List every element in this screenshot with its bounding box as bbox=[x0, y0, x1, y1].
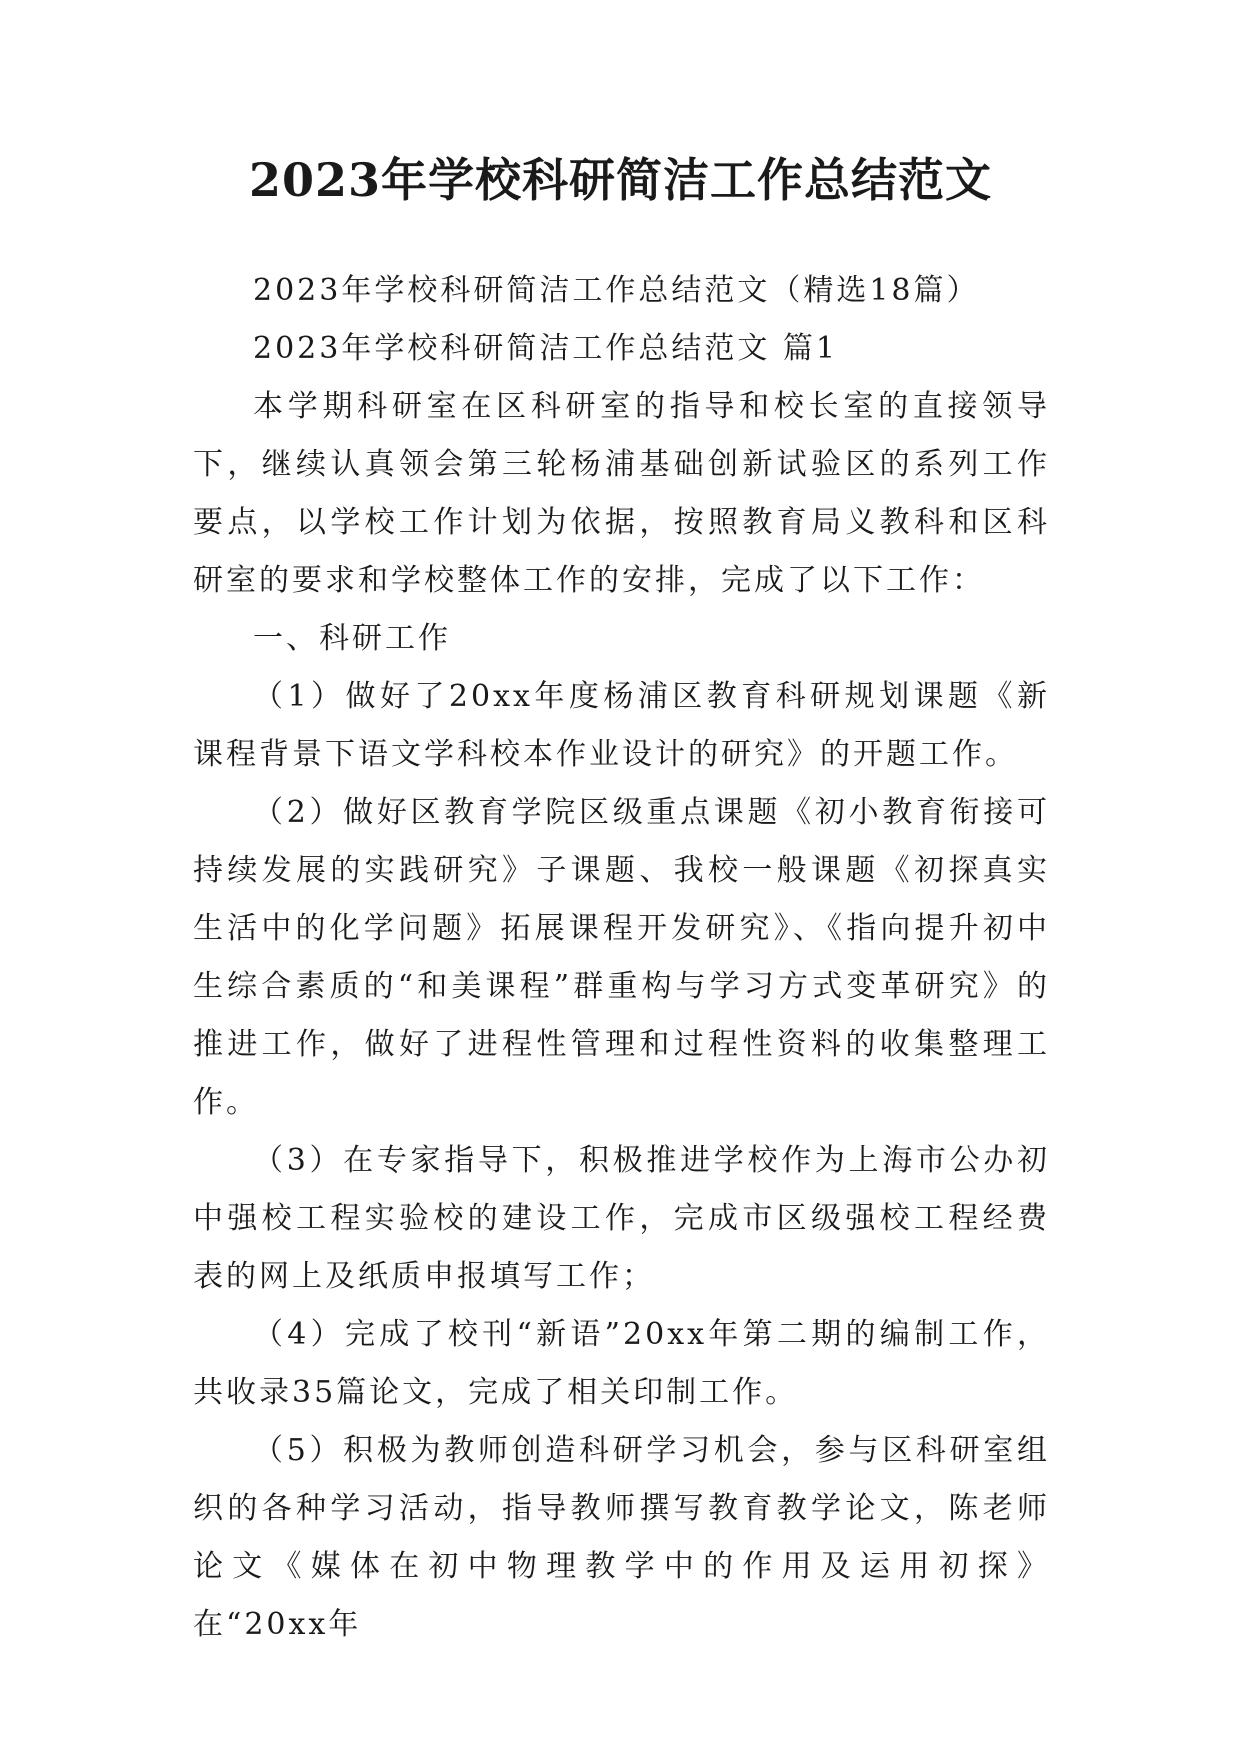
paragraph-item-2: （2）做好区教育学院区级重点课题《初小教育衔接可持续发展的实践研究》子课题、我校一般课题《初探真实生活中的化学问题》拓展课程开发研究》、《指向提升初中生综合素质的“和美课程”群重构与学习方式变革研究》的推进工作，做好了进程性管理和过程性资料的收集整理工作。 bbox=[193, 795, 1050, 1120]
paragraph-item-4: （4）完成了校刊“新语”20xx年第二期的编制工作，共收录35篇论文，完成了相关印制工作。 bbox=[193, 1317, 1050, 1410]
section-heading-research: 一、科研工作 bbox=[253, 621, 451, 656]
paragraph-item-1: （1）做好了20xx年度杨浦区教育科研规划课题《新课程背景下语文学科校本作业设计的研究》的开题工作。 bbox=[193, 679, 1050, 772]
paragraph-article-heading: 2023年学校科研简洁工作总结范文 篇1 bbox=[253, 331, 838, 366]
paragraph-item-5: （5）积极为教师创造科研学习机会，参与区科研室组织的各种学习活动，指导教师撰写教育教学论文，陈老师论文《媒体在初中物理教学中的作用及运用初探》在“20xx年 bbox=[193, 1433, 1050, 1642]
paragraph-item-3: （3）在专家指导下，积极推进学校作为上海市公办初中强校工程实验校的建设工作，完成市区级强校工程经费表的网上及纸质申报填写工作； bbox=[193, 1143, 1050, 1294]
document-title: 2023年学校科研简洁工作总结范文 bbox=[248, 153, 993, 207]
paragraph-intro: 本学期科研室在区科研室的指导和校长室的直接领导下，继续认真领会第三轮杨浦基础创新试验区的系列工作要点，以学校工作计划为依据，按照教育局义教科和区科研室的要求和学校整体工作的安排，完成了以下工作： bbox=[193, 389, 1050, 598]
paragraph-subtitle: 2023年学校科研简洁工作总结范文（精选18篇） bbox=[253, 273, 980, 308]
document-body bbox=[193, 262, 1050, 1654]
